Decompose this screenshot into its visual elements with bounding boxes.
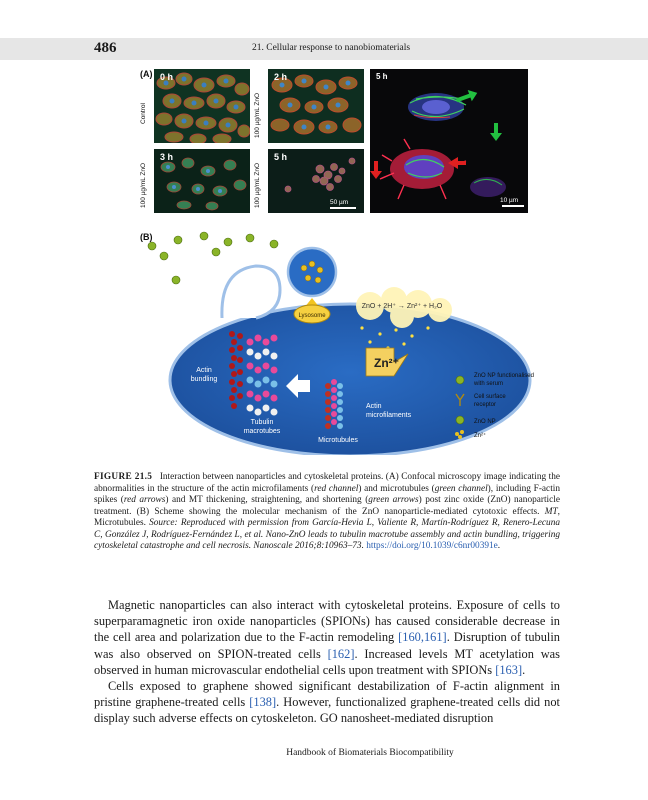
body-text-run: Cells exposed to graphene showed significant destabilization of F-actin alignment in pristine graphene-treated cells [94,679,560,710]
np-serum-icon [456,376,464,384]
figure-caption [94,472,560,553]
caption-text: ) post zinc oxide (ZnO) nanoparticle treatment. (B) Scheme showing the molecular mechanism of the ZnO nanoparticle-mediated cytotoxic effects. [94,495,560,517]
tubulin-label-1: Tubulin [250,419,274,426]
legend-np-serum-1: ZnO NP functionalised [474,373,534,379]
caption-italic: green channel [434,483,488,494]
body-text-run: Magnetic nanoparticles can also interact with cytoskeletal proteins. Exposure of cells to superparamagnetic iron oxide nanoparticles (SPIONs) has caused considerable decrease in the cell area and polarization due to the F-actin remodeling [94,598,560,645]
legend-np-serum-2: with serum [474,381,504,387]
scale-bar-line [330,207,356,209]
time-label: 0 h [160,72,174,82]
scale-bar-line [502,205,524,207]
caption-text: . [497,541,501,551]
scale-bar-left: 50 µm [330,199,349,206]
paragraph-1 [94,597,560,678]
endosome [288,248,336,296]
label-control: Control [140,103,147,124]
label-dose-right: 100 µg/mL ZnO [254,162,261,208]
tubulin-label-2: macrotubes [243,428,281,435]
actin-mf-label-1: Actin [366,403,382,410]
running-title: 21. Cellular response to nanobiomaterials [252,43,411,53]
caption-label: FIGURE 21.5 [94,472,153,482]
citation-link[interactable]: [138] [249,695,277,710]
np-icon [456,416,464,424]
lysosome-label: Lysosome [298,313,326,319]
lower-right-cell [470,177,506,197]
zn-ion-label: Zn²⁺ [374,356,399,370]
label-dose-left: 100 µg/mL ZnO [140,162,147,208]
citation-link[interactable]: [160,161] [398,630,447,645]
actin-bundling-label-2: bundling [190,376,218,383]
reaction-label: ZnO + 2H⁺ → Zn²⁺ + H₂O [361,303,443,310]
caption-italic: red channel [314,483,359,494]
body-text-run: . However, functionalized graphene-treated cells did not display such adverse effects on cytoskeleton. GO nanosheet-mediated disruption [94,695,560,726]
micrograph-zno-5h-zoom [370,69,528,213]
legend-np: ZnO NP [474,419,496,425]
caption-italic: MT [544,506,558,517]
time-label: 3 h [160,152,174,162]
micrograph-zno-5h [268,149,364,213]
micrograph-zno-2h [268,69,364,143]
confocal-cells-image [370,69,528,213]
caption-italic: green arrows [368,495,419,505]
legend-receptor-1: Cell surface [474,394,506,400]
body-text [94,597,560,727]
caption-text: Interaction between nanoparticles and cytoskeletal proteins. (A) Confocal microscopy image indicating the abnormalities in the structure of the actin microfilaments ( [94,472,560,494]
time-label: 5 h [274,152,288,162]
microtubules-label: Microtubules [318,437,358,444]
body-text-run: . [522,662,526,677]
actin-mf-label-2: microfilaments [366,412,412,419]
panel-a-tag: (A) [140,69,153,79]
caption-italic: red arrows [123,495,166,505]
label-dose-top: 100 µg/mL ZnO [254,92,261,138]
caption-text: ), including F-actin spikes ( [94,483,561,505]
scale-bar-right: 10 µm [500,197,519,204]
caption-text: ) and MT thickening, straightening, and shortening ( [165,495,369,505]
endocytosis-pocket [222,266,280,318]
legend-zn: Zn²⁺ [474,433,487,439]
body-text-run: . Increased levels MT acetylation was observed in human microvascular endothelial cells upon treatment with SPIONs [94,646,560,677]
caption-source-label: Source: [149,518,178,528]
caption-text: ) and microtubules ( [358,483,435,494]
doi-link[interactable]: https://doi.org/10.1039/c6nr00391e [366,541,498,551]
page-number: 486 [94,40,117,56]
caption-source: Reproduced with permission from García-Hevia L, Valiente R, Martín-Rodríguez R, Renero-Lecuna C, González J, Rodríguez-Fernández L, et al. Nano-ZnO leads to tubulin macrotube assembly and actin bundling, triggering cytoskeletal catastrophe and cell necrosis. Nanoscale 2016;8:10963–73. [94,518,560,551]
legend-receptor-2: receptor [474,402,497,408]
body-text-run: . Disruption of tubulin was also observed on SPION-treated cells [94,630,560,661]
panel-b-tag: (B) [140,232,153,242]
caption-text: , Microtubules. [94,506,560,528]
time-label: 5 h [376,72,388,81]
actin-bundling-label-1: Actin [196,367,212,374]
mechanism-scheme [140,230,570,455]
micrograph-zno-3h [154,149,250,213]
micrograph-control-0h [154,69,250,143]
footer-book-title: Handbook of Biomaterials Biocompatibility [286,748,454,758]
citation-link[interactable]: [163] [495,662,523,677]
time-label: 2 h [274,72,288,82]
citation-link[interactable]: [162] [327,646,355,661]
paragraph-2 [94,678,560,727]
